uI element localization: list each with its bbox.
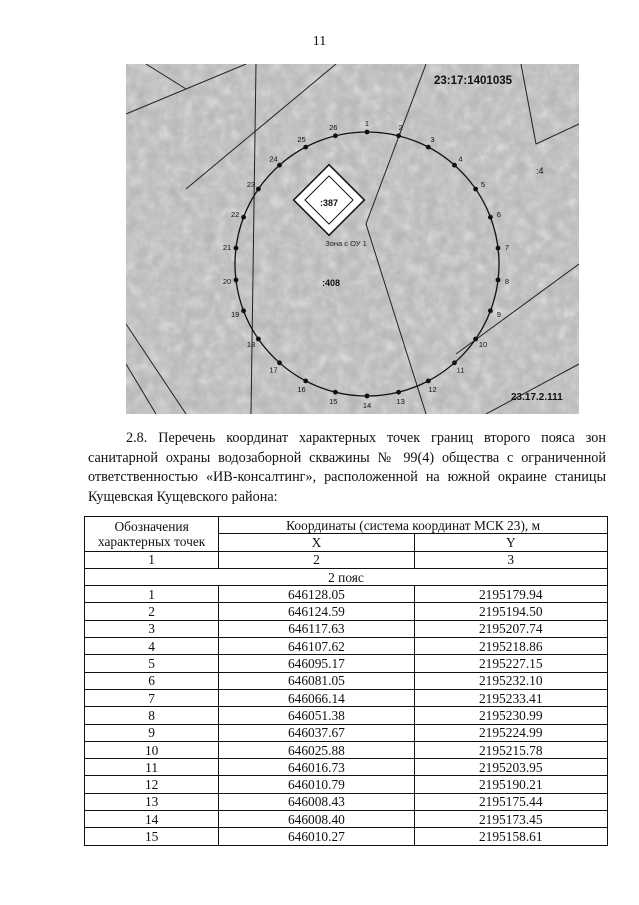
point-number-cell: 13 (85, 793, 219, 810)
table-row (85, 759, 608, 776)
boundary-point (333, 133, 338, 138)
boundary-point-label: 13 (396, 396, 405, 406)
boundary-point (365, 130, 370, 135)
header-designations: Обозначения характерных точек (85, 517, 219, 552)
x-coordinate-cell: 646124.59 (219, 603, 414, 620)
boundary-point (256, 187, 261, 192)
header-x: X (219, 534, 414, 551)
y-coordinate-cell: 2195232.10 (414, 672, 607, 689)
boundary-point (277, 163, 282, 168)
boundary-point-label: 6 (496, 210, 501, 219)
boundary-point (473, 337, 478, 342)
y-coordinate-cell: 2195203.95 (414, 759, 607, 776)
boundary-point (396, 390, 401, 395)
cadastral-block-2-label: 23.17.2.111 (511, 392, 563, 403)
boundary-point-label: 5 (480, 179, 486, 189)
page-number: 11 (312, 34, 327, 49)
boundary-point (333, 390, 338, 395)
boundary-point-label: 16 (297, 384, 306, 394)
y-coordinate-cell: 2195158.61 (414, 828, 607, 845)
y-coordinate-cell: 2195190.21 (414, 776, 607, 793)
point-number-cell: 2 (85, 603, 219, 620)
point-number-cell: 8 (85, 707, 219, 724)
table-row (85, 828, 608, 845)
header-coordinates: Координаты (система координат МСК 23), м (219, 517, 608, 534)
boundary-point-label: 19 (231, 310, 240, 319)
boundary-point (473, 187, 478, 192)
boundary-point (241, 308, 246, 313)
point-number-cell: 15 (85, 828, 219, 845)
point-number-cell: 3 (85, 620, 219, 637)
y-coordinate-cell: 2195194.50 (414, 603, 607, 620)
parcel-4-label: :4 (536, 166, 544, 176)
point-number-cell: 10 (85, 741, 219, 758)
boundary-point (234, 278, 239, 283)
table-row (85, 638, 608, 655)
coordinates-table (84, 516, 608, 846)
table-row (85, 811, 608, 828)
boundary-point (303, 145, 308, 150)
x-coordinate-cell: 646095.17 (219, 655, 414, 672)
cadastral-block-label: 23:17:1401035 (434, 75, 513, 87)
x-coordinate-cell: 646066.14 (219, 689, 414, 706)
boundary-point (488, 215, 493, 220)
section-label: 2 пояс (85, 568, 608, 585)
y-coordinate-cell: 2195230.99 (414, 707, 607, 724)
y-coordinate-cell: 2195227.15 (414, 655, 607, 672)
table-row (85, 776, 608, 793)
boundary-point (452, 163, 457, 168)
col-number-2: 2 (219, 551, 414, 568)
x-coordinate-cell: 646010.79 (219, 776, 414, 793)
parcel-408-label: :408 (321, 278, 341, 288)
y-coordinate-cell: 2195224.99 (414, 724, 607, 741)
boundary-point-label: 23 (246, 179, 256, 189)
boundary-point-label: 14 (362, 401, 372, 410)
table-row (85, 724, 608, 741)
section-row (85, 568, 608, 585)
boundary-point-label: 9 (496, 310, 501, 319)
section-paragraph: 2.8. Перечень координат характерных точек границ второго пояса зон санитарной охраны водозаборной скважины № 99(4) общества с ограниченной ответственностью «ИВ-консалтинг», расположенной на южной окраине станицы Кущевская Кущевского района: (88, 430, 606, 505)
boundary-point (426, 145, 431, 150)
x-coordinate-cell: 646128.05 (219, 586, 414, 603)
boundary-point-label: 3 (430, 135, 435, 145)
y-coordinate-cell: 2195173.45 (414, 811, 607, 828)
boundary-point (488, 308, 493, 313)
boundary-point-label: 2 (398, 123, 403, 133)
boundary-point-label: 18 (246, 340, 256, 350)
boundary-point-label: 10 (478, 340, 488, 350)
numbering-row (85, 551, 608, 568)
col-number-1: 1 (85, 551, 219, 568)
x-coordinate-cell: 646107.62 (219, 638, 414, 655)
table-row (85, 603, 608, 620)
table-row (85, 689, 608, 706)
table-row (85, 793, 608, 810)
boundary-point-label: 15 (329, 396, 338, 406)
boundary-point (365, 394, 370, 399)
boundary-point-label: 21 (222, 243, 232, 252)
boundary-point-label: 12 (428, 384, 437, 394)
x-coordinate-cell: 646010.27 (219, 828, 414, 845)
point-number-cell: 14 (85, 811, 219, 828)
table-row (85, 707, 608, 724)
x-coordinate-cell: 646051.38 (219, 707, 414, 724)
boundary-point (303, 379, 308, 384)
boundary-point-label: 17 (269, 365, 278, 375)
boundary-point-label: 22 (231, 210, 240, 219)
cadastral-map (126, 64, 579, 414)
y-coordinate-cell: 2195207.74 (414, 620, 607, 637)
y-coordinate-cell: 2195179.94 (414, 586, 607, 603)
x-coordinate-cell: 646081.05 (219, 672, 414, 689)
y-coordinate-cell: 2195218.86 (414, 638, 607, 655)
table-row (85, 741, 608, 758)
point-number-cell: 1 (85, 586, 219, 603)
x-coordinate-cell: 646008.43 (219, 793, 414, 810)
header-row-1 (85, 517, 608, 534)
boundary-point (426, 379, 431, 384)
parcel-387-label: :387 (319, 198, 339, 208)
boundary-point-label: 26 (329, 123, 338, 133)
table-row (85, 620, 608, 637)
point-number-cell: 7 (85, 689, 219, 706)
x-coordinate-cell: 646037.67 (219, 724, 414, 741)
y-coordinate-cell: 2195215.78 (414, 741, 607, 758)
point-number-cell: 12 (85, 776, 219, 793)
table-row (85, 655, 608, 672)
boundary-point (496, 246, 501, 251)
x-coordinate-cell: 646025.88 (219, 741, 414, 758)
boundary-point (241, 215, 246, 220)
point-number-cell: 4 (85, 638, 219, 655)
boundary-point-label: 1 (364, 119, 370, 128)
x-coordinate-cell: 646008.40 (219, 811, 414, 828)
boundary-point (396, 133, 401, 138)
boundary-point-label: 4 (458, 154, 463, 164)
table-row (85, 672, 608, 689)
boundary-point (234, 246, 239, 251)
point-number-cell: 5 (85, 655, 219, 672)
point-number-cell: 11 (85, 759, 219, 776)
boundary-point-label: 8 (504, 277, 510, 286)
y-coordinate-cell: 2195233.41 (414, 689, 607, 706)
x-coordinate-cell: 646016.73 (219, 759, 414, 776)
boundary-point-label: 11 (456, 365, 465, 375)
boundary-point (256, 337, 261, 342)
boundary-point-label: 25 (297, 135, 306, 145)
table-row (85, 586, 608, 603)
boundary-point (277, 360, 282, 365)
point-number-cell: 9 (85, 724, 219, 741)
y-coordinate-cell: 2195175.44 (414, 793, 607, 810)
point-number-cell: 6 (85, 672, 219, 689)
boundary-point (496, 278, 501, 283)
boundary-point-label: 20 (222, 277, 232, 286)
col-number-3: 3 (414, 551, 607, 568)
zone-label: Зона с ОУ 1 (325, 239, 367, 248)
boundary-point-label: 7 (504, 243, 510, 252)
x-coordinate-cell: 646117.63 (219, 620, 414, 637)
boundary-point-label: 24 (269, 154, 278, 164)
header-y: Y (414, 534, 607, 551)
boundary-point (452, 360, 457, 365)
